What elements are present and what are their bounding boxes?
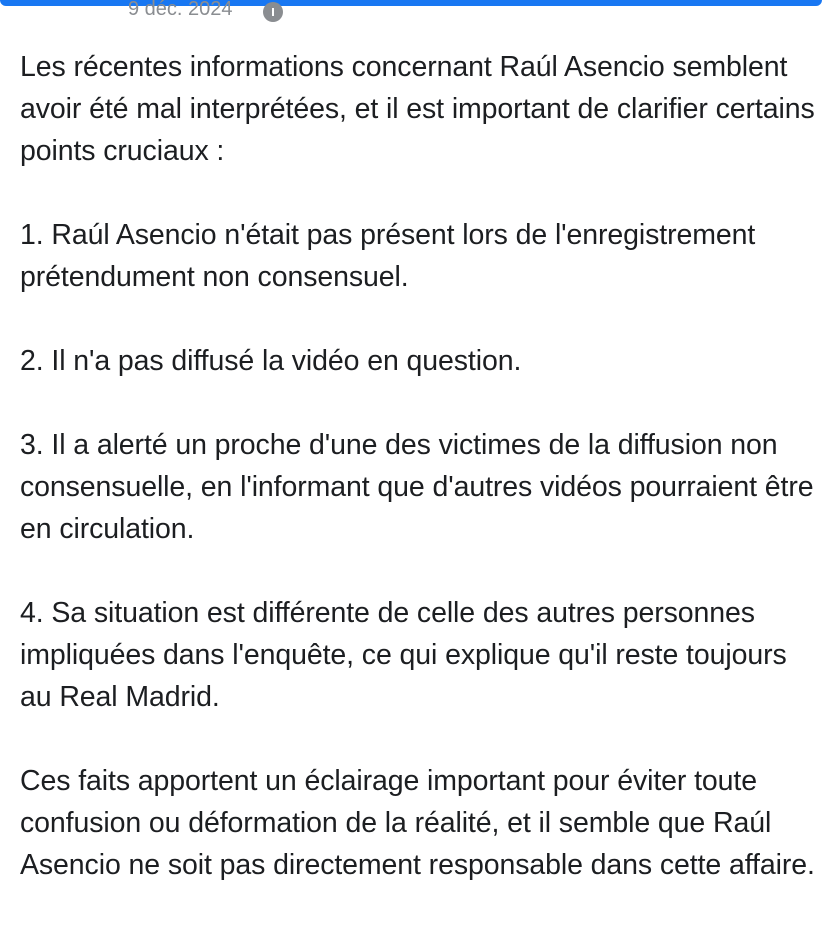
post-paragraph-conclusion: Ces faits apportent un éclairage important pour éviter toute confusion ou déformation de la réalité, et il semble que Raúl Asencio ne soit pas directement responsable dans cette affaire. [20,765,815,881]
post-date[interactable]: 9 déc. 2024 [128,0,233,20]
post-paragraph-point-2: 2. Il n'a pas diffusé la vidéo en question. [20,345,522,377]
post-paragraph-point-3: 3. Il a alerté un proche d'une des victimes de la diffusion non consensuelle, en l'informant que d'autres vidéos pourraient être en circulation. [20,429,814,545]
globe-icon [263,2,283,22]
post-paragraph-point-1: 1. Raúl Asencio n'était pas présent lors de l'enregistrement prétendument non consensuel. [20,219,756,293]
post-paragraph-intro: Les récentes informations concernant Raúl Asencio semblent avoir été mal interprétées, et il est important de clarifier certains points cruciaux : [20,51,815,167]
post-text [20,46,820,886]
top-accent-bar [0,0,822,6]
post-paragraph-point-4: 4. Sa situation est différente de celle des autres personnes impliquées dans l'enquête, ce qui explique qu'il reste toujours au Real Madrid. [20,597,787,713]
post-meta [128,0,283,22]
